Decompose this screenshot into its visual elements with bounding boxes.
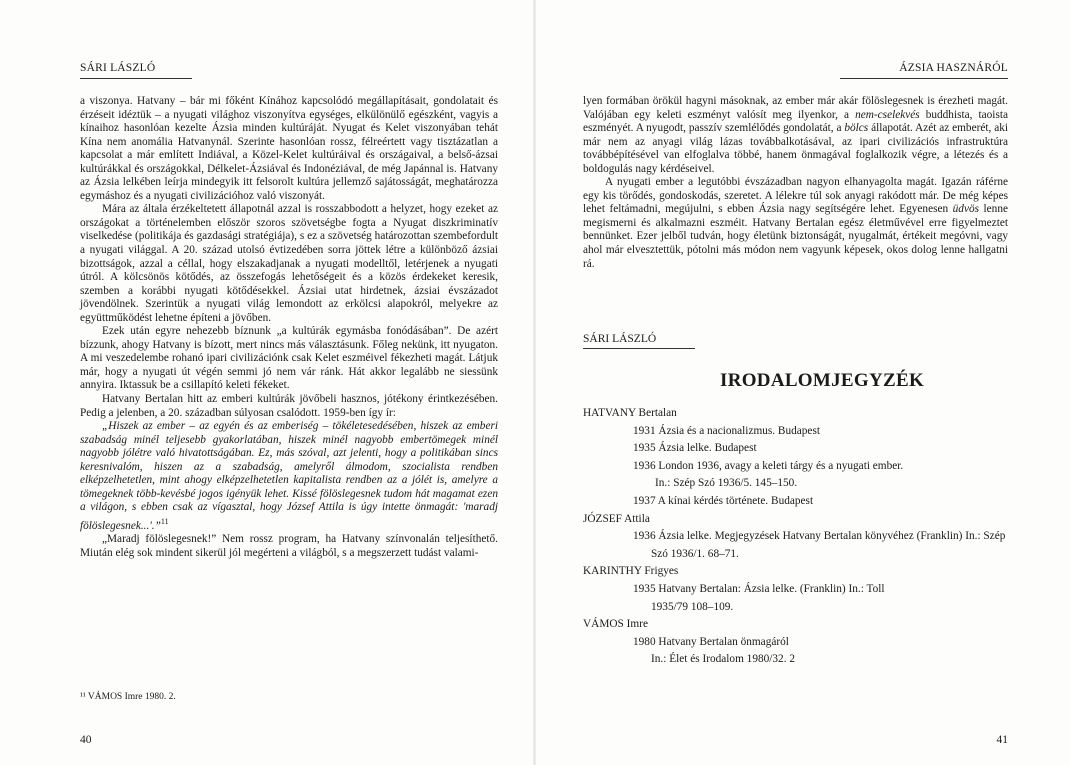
left-body-text [80, 95, 498, 560]
emphasis: bölcs [844, 122, 869, 135]
paragraph-3: Ezek után egyre nehezebb bíznunk „a kultúrák egymásba fonódásában”. De azért bízzunk, ahogy Hatvany is bízott, mert nincs más választásunk. Főleg nekünk, itt nyugaton. A mi veszedelembe rohanó ipari civilizációnk csak Kelet eszméivel fékezheti magát. Látjuk már, hogy a nyugati út végén semmi jó nem vár ránk. Hát akkor legalább ne siessünk annyira. Iktassuk be a csillapító keleti fékeket. [80, 325, 498, 392]
running-head-rule [80, 78, 192, 79]
bibliography-entry: 1935 Ázsia lelke. Budapest [633, 442, 757, 455]
bibliography-entry: 1935 Hatvany Bertalan: Ázsia lelke. (Franklin) In.: Toll [633, 582, 885, 595]
footnote: ¹¹ VÁMOS Imre 1980. 2. [80, 692, 176, 702]
bibliography-title: IRODALOMJEGYZÉK [720, 370, 925, 391]
right-body-text [583, 95, 1008, 271]
running-head-rule [840, 78, 1008, 79]
author-surname: VÁMOS [583, 618, 624, 631]
block-quote [80, 420, 498, 533]
text-run: lenne megismerni és alkalmazni eszméit. Hatvany Bertalan egész életművével erre figyelmeztet bennünket. Ezer jelből tudván, hogy életünk biztonságát, nyugalmát, értékeit megóvni, vagy ahol már elvesztettük, pótolni más módon nem vagyunk képesek, okos dolog lenne hallgatni rá. [583, 203, 1008, 270]
author-given-name: Attila [621, 512, 650, 525]
quote-text: „Hiszek az ember – az egyén és az emberiség – tökéletesedésében, hiszek az emberi szabadság minél teljesebb gyakorlatában, hiszek minél nagyobb embertömegek minél nagyobb jólétre való hivatottságában. Ez, más szóval, azt jelenti, hogy a politikában sincs keresnivalóm, hiszen az a szabadság, amelyről álmodom, szocialista rendben elképzelhetetlen, mint ahogy elképzelhetetlen kapitalista rendben az a jólét is, amelyre a tömegeknek több-kevésbé jogos igényük lehet. Kissé fölöslegesnek tudom hát magamat ezen a világon, s ebben csak az vígasztal, hogy József Attila is úgy intette önmagát: 'maradj fölöslegesnek...'.” [80, 420, 498, 532]
bibliography-author [583, 563, 1023, 581]
author-given-name: Imre [623, 618, 648, 631]
bibliography-entry: In.: Élet és Irodalom 1980/32. 2 [651, 653, 796, 666]
page-number-right: 41 [996, 734, 1008, 746]
bibliography-entry: 1936 Ázsia lelke. Megjegyzések Hatvany Bertalan könyvéhez (Franklin) In.: Szép [633, 530, 1006, 543]
running-head-author: SÁRI LÁSZLÓ [80, 62, 156, 74]
page-number-left: 40 [80, 734, 92, 746]
bibliography-entry: Szó 1936/1. 68–71. [651, 547, 739, 560]
bibliography-author [583, 511, 1023, 529]
author-surname: HATVANY [583, 407, 636, 419]
author-surname: KARINTHY [583, 565, 642, 578]
author-signature-rule [583, 348, 695, 349]
bibliography-entry: 1936 London 1936, avagy a keleti tárgy és a nyugati ember. [633, 459, 904, 472]
author-given-name: Frigyes [641, 565, 679, 578]
text-run: állapotát. Azét az emberét, aki már nem az anyagi világ lázas továbbalkotásával, az ipari civilizációs infrastruktúra továbbépítésével van elfoglalva többé, hanem önmagával foglalkozik végre, a létezés és a boldogulás nagy kérdéseivel. [583, 122, 1008, 175]
bibliography-entry: 1935/79 108–109. [651, 600, 734, 613]
bibliography-author [583, 405, 1023, 423]
emphasis: nem-cselekvés [855, 108, 920, 121]
author-signature: SÁRI LÁSZLÓ [583, 333, 657, 345]
paragraph-continued [583, 95, 1008, 176]
running-head-title: ÁZSIA HASZNÁRÓL [899, 62, 1008, 74]
bibliography-entry: In.: Szép Szó 1936/5. 145–150. [655, 477, 798, 490]
footnote-ref: 11 [160, 516, 169, 526]
right-page [535, 0, 1070, 765]
text-run: lyen formában örökül hagyni másoknak, az ember már akár fölöslegesnek is érezheti magát. Valójában egy keleti eszményt valósít meg ilyenkor, a [583, 95, 1008, 121]
paragraph-5: „Maradj fölöslegesnek!” Nem rossz program, ha Hatvany színvonalán teljesíthető. Miután elég sok mindent sikerül jól megérteni a világból, s a megszerzett tudást valami- [80, 533, 498, 559]
paragraph-4: Hatvany Bertalan hitt az emberi kultúrák jövőbeli hasznos, jótékony érintkezésében. Pedig a jelenben, a 20. században súlyosan csalódott. 1959-ben így ír: [80, 393, 498, 419]
text-run: buddhista, taoista eszményét. A nyugodt, passzív szemlélődés gondolatát, a [583, 108, 1008, 135]
bibliography-list [583, 405, 1023, 669]
text-run: A nyugati ember a legutóbbi évszázadban nagyon elhanyagolta magát. Igazán ráférne egy kis törődés, gondoskodás, szeretet. A lélekre túl sok anyagi rakódott már. De még képes lehet feltámadni, megújulni, s ebben Ázsia nagy segítségére lehet. Egyenesen [583, 176, 1008, 216]
paragraph-2: Mára az általa érzékeltetett állapotnál azzal is rosszabbodott a helyzet, hogy ezeket az országokat a történelemben először szoros szövetségbe fogta a Nyugat diszkriminatív viselkedése (politikája és gazdasági stratégiája), s ez a szövetség határozottan szembefordult a nyugati világgal. A 20. század utolsó évtizedében sorra jöttek létre a különböző ázsiai bizottságok, azzal a céllal, hogy elszakadjanak a nyugati modelltől, letérjenek a nyugati útról. A kölcsönös kötődés, az összefogás lehetőségeit és a közös érdekeket keresik, szemben a korábbi nyugati kötődésekkel. Ázsiai utat hirdetnek, ázsiai évszázadot jövendölnek. Szerintük a nyugati világ lemondott az erkölcsi alapokról, melyekre az együttműködést lehetne építeni a jövőben. [80, 203, 498, 324]
bibliography-entry: 1931 Ázsia és a nacionalizmus. Budapest [633, 424, 820, 437]
paragraph-2 [583, 176, 1008, 271]
author-surname: JÓZSEF [583, 512, 622, 525]
emphasis: üdvös [952, 203, 980, 216]
bibliography-author [583, 616, 1023, 634]
bibliography-entry: 1937 A kínai kérdés története. Budapest [633, 494, 814, 507]
bibliography-entry: 1980 Hatvany Bertalan önmagáról [633, 635, 789, 648]
author-given-name: Bertalan [635, 407, 677, 419]
paragraph-1: a viszonya. Hatvany – bár mi főként Kínához kapcsolódó megállapításait, gondolatait és érzéseit idéztük – a nyugati világhoz viszonyítva egységes, elkülönülő egészként, vagyis a kínaihoz hasonlóan kezelte Ázsia minden kultúráját. Nyugat és Kelet viszonyában tehát Kína nem anomália Hatvanynál. Szerinte hasonlóan rossz, félreértett vagy tisztázatlan a kapcsolat a már említett Indiával, a Közel-Kelet kultúráival és országaival, a belső-ázsai kultúrákkal és országokkal, Délkelet-Ázsiával és Indonéziával, de még Japánnal is. Hatvany az Ázsia lelkében leírja mindegyik itt felsorolt kultúra jellemző sajátosságát, meghatározza egymáshoz és a nyugati civilizációhoz való viszonyát. [80, 95, 498, 202]
